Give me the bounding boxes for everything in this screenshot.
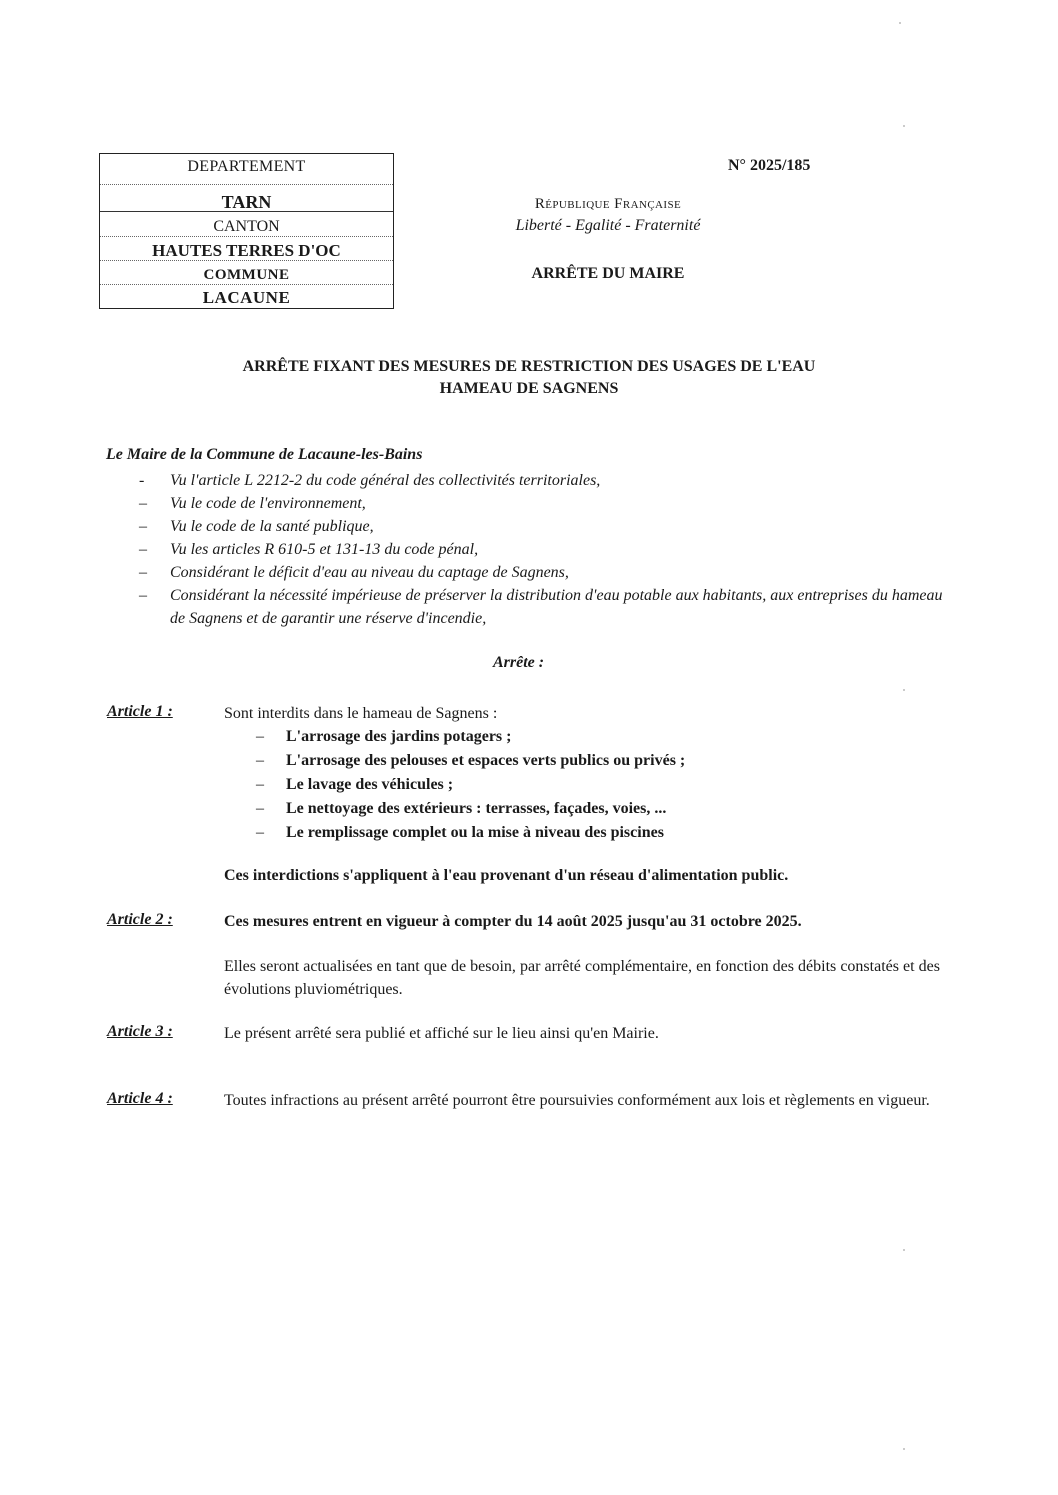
- divider: [100, 260, 393, 261]
- canton-label: CANTON: [213, 218, 280, 235]
- list-item: – Le remplissage complet ou la mise à niveau des piscines: [256, 824, 664, 841]
- scan-speck: [899, 22, 901, 24]
- divider: [100, 211, 393, 212]
- article-4-label: Article 4 :: [107, 1090, 173, 1107]
- administrative-box: [99, 153, 394, 309]
- decree-type: ARRÊTE DU MAIRE: [531, 265, 685, 282]
- list-item: – L'arrosage des pelouses et espaces verts publics ou privés ;: [256, 752, 686, 769]
- list-item: – L'arrosage des jardins potagers ;: [256, 728, 512, 745]
- decree-number: N° 2025/185: [728, 157, 811, 174]
- article-3-text: Le présent arrêté sera publié et affiché sur le lieu ainsi qu'en Mairie.: [224, 1025, 659, 1042]
- article-2-text2: Elles seront actualisées en tant que de besoin, par arrêté complémentaire, en fonction des débits constatés et des évolutions pluviométriques.: [224, 958, 940, 998]
- article-2-label: Article 2 :: [107, 911, 173, 928]
- list-item: – Considérant le déficit d'eau au niveau du captage de Sagnens,: [139, 564, 569, 581]
- article-1-intro: Sont interdits dans le hameau de Sagnens :: [224, 705, 498, 722]
- departement-value: TARN: [221, 192, 272, 212]
- prohibitions-list: [256, 725, 685, 845]
- republique-heading: République Française: [534, 196, 682, 212]
- canton-value: HAUTES TERRES D'OC: [152, 241, 341, 260]
- article-3-label: Article 3 :: [107, 1023, 173, 1040]
- list-item: – Vu le code de l'environnement,: [139, 495, 366, 512]
- commune-value: LACAUNE: [202, 288, 291, 307]
- article-1-label: Article 1 :: [107, 703, 173, 720]
- legal-basis-list: [139, 469, 949, 630]
- divider: [100, 236, 393, 237]
- scan-speck: [903, 125, 905, 127]
- departement-label: DEPARTEMENT: [187, 158, 306, 175]
- list-item: – Vu les articles R 610-5 et 131-13 du code pénal,: [139, 541, 479, 558]
- list-item: – Considérant la nécessité impérieuse de préserver la distribution d'eau potable aux habitants, aux entreprises du hameau de Sagnens et de garantir une réserve d'incendie,: [139, 587, 943, 627]
- document-title-line1: ARRÊTE FIXANT DES MESURES DE RESTRICTION DES USAGES DE L'EAU: [242, 358, 816, 375]
- scan-speck: [903, 1249, 905, 1251]
- list-item: - Vu l'article L 2212-2 du code général des collectivités territoriales,: [139, 472, 601, 489]
- article-4-text: Toutes infractions au présent arrêté pourront être poursuivies conformément aux lois et règlements en vigueur.: [224, 1092, 930, 1109]
- mayor-heading: Le Maire de la Commune de Lacaune-les-Bains: [106, 446, 423, 463]
- scan-speck: [903, 1448, 905, 1450]
- commune-label: COMMUNE: [203, 267, 290, 283]
- arrete-heading: Arrête :: [493, 654, 545, 671]
- list-item: – Le nettoyage des extérieurs : terrasses, façades, voies, ...: [256, 800, 667, 817]
- article-2-text: Ces mesures entrent en vigueur à compter du 14 août 2025 jusqu'au 31 octobre 2025.: [224, 913, 802, 930]
- list-item: – Le lavage des véhicules ;: [256, 776, 454, 793]
- article-1-note: Ces interdictions s'appliquent à l'eau provenant d'un réseau d'alimentation public.: [224, 867, 789, 884]
- list-item: – Vu le code de la santé publique,: [139, 518, 374, 535]
- scan-speck: [903, 689, 905, 691]
- national-motto: Liberté - Egalité - Fraternité: [515, 217, 701, 234]
- divider: [100, 284, 393, 285]
- divider: [100, 184, 393, 185]
- document-title-line2: HAMEAU DE SAGNENS: [439, 380, 619, 397]
